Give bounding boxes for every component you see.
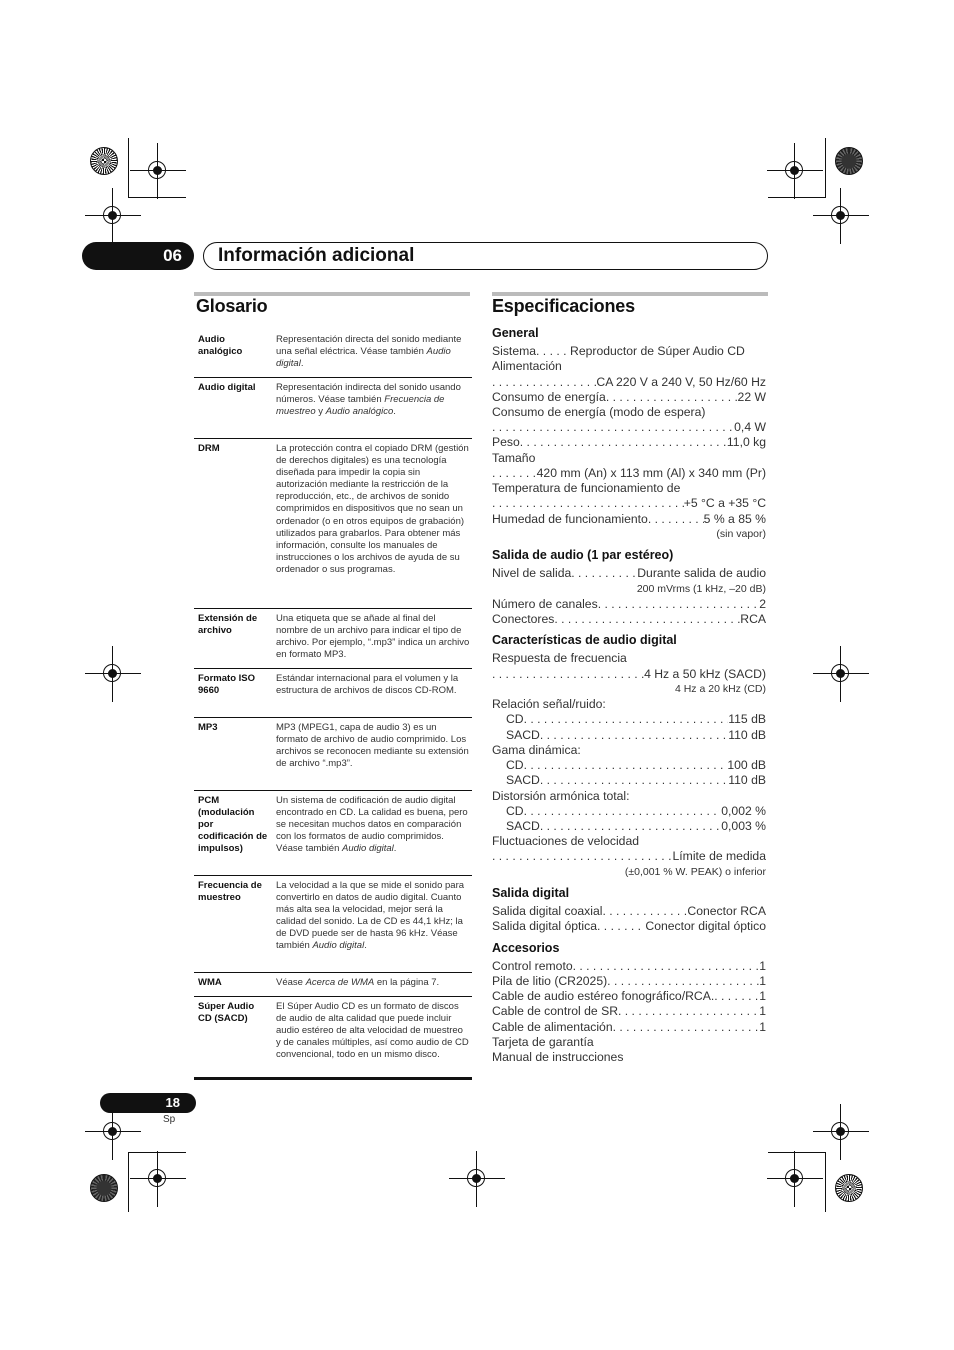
glossary-term: Audio digital bbox=[198, 382, 256, 393]
chapter-title: Información adicional bbox=[218, 245, 415, 266]
spec-fluct-label: Fluctuaciones de velocidad bbox=[492, 834, 640, 848]
registration-crosshair-icon bbox=[130, 1151, 186, 1207]
spec-snr-sacd: SACD . . . 110 dB bbox=[492, 728, 766, 743]
glossary-term: Audio analógico bbox=[198, 334, 243, 357]
page-number: 18 bbox=[100, 1093, 196, 1113]
glossary-row bbox=[194, 439, 472, 609]
glossary-title: Glosario bbox=[196, 296, 268, 316]
glossary-row bbox=[194, 669, 472, 718]
glossary-definition: La velocidad a la que se mide el sonido para convertirlo en datos de audio digital. Cuanto más alta sea la velocidad, mejor será la calidad del sonido. La de CD es 44,1 kHz; la de DVD puede ser de hasta 96 kHz. Véase también Audio digital. bbox=[276, 880, 465, 952]
spec-thd-label: Distorsión armónica total: bbox=[492, 789, 630, 803]
spec-heading-audio-out: Salida de audio (1 par estéreo) bbox=[492, 548, 674, 562]
glossary-definition: Representación directa del sonido mediante una señal eléctrica. Véase también Audio digital. bbox=[276, 334, 462, 370]
glossary-row bbox=[194, 330, 472, 378]
registration-starburst-icon bbox=[90, 147, 118, 175]
spec-respuesta-note: 4 Hz a 20 kHz (CD) bbox=[674, 683, 766, 695]
spec-tamano-value: . . . 420 mm (An) x 113 mm (Al) x 340 mm (Pr) bbox=[492, 466, 766, 481]
accessory-item: Tarjeta de garantía bbox=[492, 1035, 594, 1049]
glossary-term: Extensión de archivo bbox=[198, 613, 258, 636]
spec-snr-cd: CD . . . 115 dB bbox=[492, 712, 766, 727]
glossary-definition: Una etiqueta que se añade al final del nombre de un archivo para indicar el tipo de archivo. Por ejemplo, “.mp3” indica un archivo en formato MP3. bbox=[276, 613, 470, 661]
spec-alimentacion-label: Alimentación bbox=[492, 359, 562, 373]
spec-fluct-note: (±0,001 % W. PEAK) o inferior bbox=[624, 866, 766, 878]
glossary-definition: Estándar internacional para el volumen y la estructura de archivos de discos CD-ROM. bbox=[276, 673, 459, 697]
spec-temp-label: Temperatura de funcionamiento de bbox=[492, 481, 681, 495]
chapter-number-tab: 06 bbox=[82, 242, 194, 270]
accessory-item: Pila de litio (CR2025) . . . 1 bbox=[492, 974, 766, 989]
registration-crosshair-icon bbox=[449, 1151, 505, 1207]
glossary-definition: MP3 (MPEG1, capa de audio 3) es un formato de archivo de audio comprimido. Los archivos se reconocen mediante su extensión de archivo “.mp3”. bbox=[276, 722, 469, 770]
accessory-item: Cable de audio estéreo fonográfico/RCA. . . . 1 bbox=[492, 989, 766, 1004]
spec-heading-digital-out: Salida digital bbox=[492, 886, 570, 900]
spec-consumo-espera-label: Consumo de energía (modo de espera) bbox=[492, 405, 706, 419]
glossary-definition: Un sistema de codificación de audio digital encontrado en CD. La calidad es buena, pero se necesitan muchos datos en comparación con los formatos de audio comprimidos. Véase también Audio digital. bbox=[276, 795, 468, 855]
spec-temp-value: . . . +5 °C a +35 °C bbox=[492, 496, 766, 511]
specs-title: Especificaciones bbox=[492, 296, 635, 316]
glossary-term: Formato ISO 9660 bbox=[198, 673, 256, 696]
accessory-item: Control remoto . . . 1 bbox=[492, 959, 766, 974]
spec-nivel-note: 200 mVrms (1 kHz, –20 dB) bbox=[636, 583, 766, 595]
accessory-item: Cable de control de SR . . . 1 bbox=[492, 1004, 766, 1019]
glossary-row bbox=[194, 609, 472, 669]
glossary-term: Frecuencia de muestreo bbox=[198, 880, 262, 903]
registration-crosshair-icon bbox=[767, 1151, 823, 1207]
spec-coax: Salida digital coaxial . . . Conector RCA bbox=[492, 904, 766, 919]
page-language: Sp bbox=[163, 1114, 176, 1125]
registration-crosshair-icon bbox=[85, 646, 141, 702]
registration-starburst-icon bbox=[90, 1174, 118, 1202]
glossary-definition: Representación indirecta del sonido usando números. Véase también Frecuencia de muestreo y Audio analógico. bbox=[276, 382, 461, 418]
glossary-term: PCM (modulación por codificación de impulsos) bbox=[198, 795, 268, 854]
glossary-definition: La protección contra el copiado DRM (gestión de derechos digitales) es una tecnología diseñada para impedir la copia sin autorización mediante la restricción de la reproducción, etc., de archivos de sonido comprimidos en dispositivos que no sean un ordenador (o en otros equipos de grabación) utilizados para grabarlos. Para obtener más información, consulte los manuales de instrucciones o los archivos de ayuda de su ordenador o sus programas. bbox=[276, 443, 469, 575]
spec-tamano-label: Tamaño bbox=[492, 451, 536, 465]
glossary-row bbox=[194, 718, 472, 791]
registration-starburst-icon bbox=[835, 1174, 863, 1202]
spec-gama-cd: CD . . . 100 dB bbox=[492, 758, 766, 773]
spec-heading-digital-audio: Características de audio digital bbox=[492, 633, 677, 647]
spec-gama-label: Gama dinámica: bbox=[492, 743, 581, 757]
accessory-item: Manual de instrucciones bbox=[492, 1050, 624, 1064]
glossary-term: WMA bbox=[198, 977, 222, 988]
glossary-term: Súper Audio CD (SACD) bbox=[198, 1001, 255, 1024]
spec-consumo-espera-value: . . . 0,4 W bbox=[492, 420, 766, 435]
spec-peso: Peso . . . 11,0 kg bbox=[492, 435, 766, 450]
glossary-term: DRM bbox=[198, 443, 220, 454]
spec-thd-sacd: SACD . . . 0,003 % bbox=[492, 819, 766, 834]
chapter-title-box bbox=[203, 242, 768, 270]
glossary-term: MP3 bbox=[198, 722, 218, 733]
spec-humedad-note: (sin vapor) bbox=[716, 528, 766, 540]
glossary-row bbox=[194, 378, 472, 439]
glossary-row bbox=[194, 791, 472, 876]
glossary-definition: Véase Acerca de WMA en la página 7. bbox=[276, 977, 440, 988]
spec-sistema: Sistema . . . Reproductor de Súper Audio CD bbox=[492, 344, 766, 359]
spec-alimentacion-value: . . . CA 220 V a 240 V, 50 Hz/60 Hz bbox=[492, 375, 766, 390]
spec-thd-cd: CD . . . 0,002 % bbox=[492, 804, 766, 819]
registration-crosshair-icon bbox=[813, 646, 869, 702]
glossary-row bbox=[194, 997, 472, 1080]
glossary-definition: El Súper Audio CD es un formato de discos de audio de alta calidad que puede incluir audio estéreo de alta velocidad de muestreo y de canales múltiples, así como audio de CD convencional, todo en un mismo disco. bbox=[276, 1001, 469, 1061]
spec-gama-sacd: SACD . . . 110 dB bbox=[492, 773, 766, 788]
spec-consumo: Consumo de energía . . . 22 W bbox=[492, 390, 766, 405]
registration-starburst-icon bbox=[835, 147, 863, 175]
spec-humedad: Humedad de funcionamiento . . . 5 % a 85 % bbox=[492, 512, 766, 527]
spec-heading-accessories: Accesorios bbox=[492, 941, 560, 955]
spec-snr-label: Relación señal/ruido: bbox=[492, 697, 606, 711]
spec-canales: Número de canales . . . 2 bbox=[492, 597, 766, 612]
glossary-row bbox=[194, 973, 472, 997]
spec-conectores: Conectores . . . RCA bbox=[492, 612, 766, 627]
spec-optical: Salida digital óptica . . . Conector digital óptico bbox=[492, 919, 766, 934]
spec-nivel: Nivel de salida . . . Durante salida de audio bbox=[492, 566, 766, 581]
glossary-row bbox=[194, 876, 472, 973]
spec-heading-general: General bbox=[492, 326, 539, 340]
glossary-table bbox=[194, 330, 472, 1080]
spec-fluct-value: . . . Límite de medida bbox=[492, 849, 766, 864]
spec-respuesta-label: Respuesta de frecuencia bbox=[492, 651, 627, 665]
spec-respuesta-value: . . . 4 Hz a 50 kHz (SACD) bbox=[492, 667, 766, 682]
accessory-item: Cable de alimentación . . . 1 bbox=[492, 1020, 766, 1035]
